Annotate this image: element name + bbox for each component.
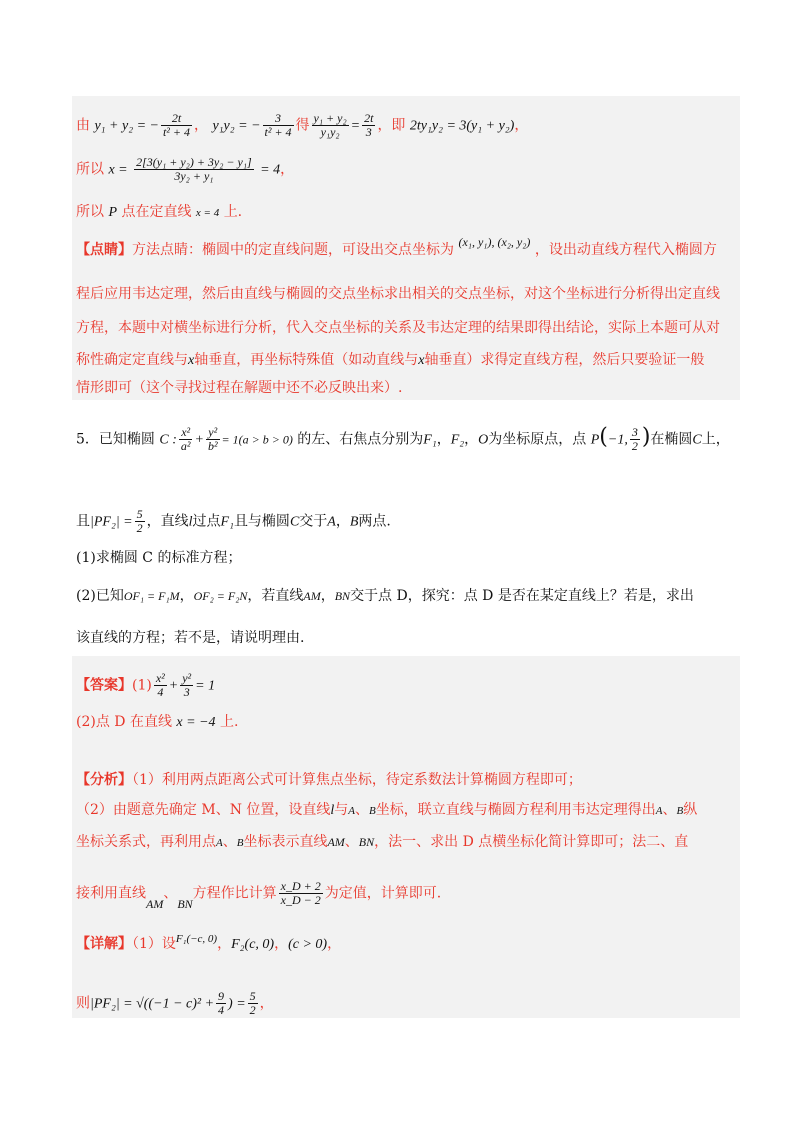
fraction (248, 990, 258, 1017)
denominator: 4 (157, 685, 164, 699)
text: ， (320, 588, 335, 604)
math: + (194, 432, 204, 448)
text: ， (217, 936, 232, 952)
text: ， (464, 431, 479, 448)
text: 过点 (192, 513, 221, 530)
fraction (161, 112, 192, 139)
math: −1, (607, 432, 628, 448)
math: x (188, 353, 195, 368)
fraction (630, 426, 640, 453)
text: 交于点 D，探究：点 D 是否在某定直线上？若是，求出 (350, 588, 694, 604)
denominator: 3 (365, 125, 372, 139)
math: y₁ + y₂ = − (94, 118, 159, 134)
text: ，法一、求出 D 点横坐标化简计算即可；法二、直 (374, 834, 689, 850)
text: 由 (76, 117, 90, 134)
fraction (134, 156, 254, 183)
numerator: 9 (218, 989, 225, 1003)
math: OF₂ = F₂N (193, 589, 248, 603)
text: ，即 (377, 117, 406, 134)
denominator: t² + 4 (162, 125, 190, 139)
text: ， (335, 513, 350, 530)
text: （2）由题意先确定 M、N 位置，设直线 (76, 802, 331, 818)
numerator: 2t (364, 111, 374, 125)
text: ，设出动直线方程代入椭圆方 (534, 242, 717, 258)
text: 接利用直线 (76, 885, 146, 902)
math: F₂(c, 0) (231, 937, 275, 952)
text: ，若直线 (247, 588, 304, 604)
text: 情形即可（这个寻找过程在解题中还不必反映出来）. (76, 380, 403, 396)
problem-5-line-1 (76, 426, 730, 453)
analysis-tag: 【分析】 (76, 772, 132, 788)
numerator: x² (155, 671, 165, 685)
answer-tag: 【答案】 (76, 677, 132, 694)
math: l (188, 514, 193, 530)
answer-line-2 (76, 712, 238, 733)
numerator: x_D + 2 (280, 879, 321, 893)
text: (1)求椭圆 C 的标准方程； (76, 550, 242, 566)
text: (2)点 D 在直线 (76, 714, 172, 730)
math: BN (334, 589, 351, 603)
dianjing-line-1 (76, 235, 717, 260)
math: (x₁, y₁), (x₂, y₂) (458, 235, 531, 249)
problem-5-line-2 (76, 508, 391, 535)
text: ， (194, 117, 208, 134)
solution-line-3 (76, 202, 242, 223)
text: 该直线的方程；若不是，请说明理由. (76, 630, 305, 646)
fraction (279, 880, 323, 907)
numerator: y₁ + y₂ (313, 111, 347, 125)
math: AM (327, 835, 345, 849)
problem-5-question-2 (76, 586, 694, 606)
text: 为坐标原点，点 (488, 431, 587, 448)
math: AM (146, 896, 164, 911)
text: ， (179, 588, 194, 604)
dianjing-line-3 (76, 318, 720, 338)
text: 方程作比计算 (192, 885, 277, 902)
math: F₁ (423, 432, 437, 448)
denominator: 3 (183, 685, 190, 699)
text: （1）设 (132, 936, 176, 952)
numerator: 2t (161, 112, 192, 126)
math: |PF₂| = √((−1 − c)² + (90, 996, 215, 1012)
math: x = 4 (195, 207, 220, 219)
fraction (312, 112, 349, 139)
text: ， (514, 117, 529, 134)
text: 称性确定定直线与 (76, 352, 188, 368)
dianjing-tag: 【点睛】 (76, 242, 132, 258)
text: 方程，本题中对横坐标进行分析，代入交点坐标的关系及韦达定理的结果即得出结论，实际上本题可从对 (76, 320, 720, 336)
text: 与 (334, 802, 349, 818)
math: x = −4 (176, 715, 216, 730)
text: ， (280, 161, 295, 178)
text: ， (327, 936, 342, 952)
math: (c > 0) (288, 937, 328, 952)
text: 得 (295, 117, 310, 134)
text: 轴垂直）求得定直线方程，然后只要验证一般 (424, 352, 705, 368)
text: 、 (222, 834, 237, 850)
text: 点在定直线 (121, 204, 192, 220)
denominator: x_D − 2 (280, 893, 321, 907)
solution-line-2 (76, 156, 294, 183)
analysis-line-1 (76, 770, 582, 790)
math: = (350, 118, 361, 134)
text: 、 (163, 885, 178, 902)
fraction (180, 672, 193, 699)
detail-tag: 【详解】 (76, 936, 132, 952)
math: 2ty₁y₂ = 3(y₁ + y₂) (409, 118, 515, 134)
math: x = (108, 162, 128, 178)
math: B (349, 514, 359, 530)
problem-number: 5．已知椭圆 (76, 431, 155, 448)
numerator: 2[3(y₁ + y₂) + 3y₂ − y₁] (136, 155, 252, 169)
denominator: a² (180, 439, 191, 453)
denominator: 2 (249, 1003, 256, 1017)
fraction (263, 112, 294, 139)
dianjing-line-4 (76, 350, 704, 371)
math: y₁y₂ = − (212, 118, 261, 134)
math: BN (177, 896, 193, 911)
numerator: 3 (263, 112, 294, 126)
fraction (206, 426, 220, 453)
math: = 1(a > b > 0) (221, 432, 293, 447)
text: 所以 (76, 204, 104, 220)
math: C (692, 432, 702, 448)
text: 上. (223, 204, 243, 220)
numerator: 3 (631, 425, 638, 439)
math: OF₁ = F₁M (123, 589, 180, 603)
denominator: y₁y₂ (320, 125, 340, 139)
text: ， (259, 995, 274, 1012)
denominator: b² (207, 439, 218, 453)
text: 的左、右焦点分别为 (297, 431, 424, 448)
math: C : (159, 432, 177, 448)
math: AM (303, 589, 321, 603)
text: 两点. (358, 513, 391, 530)
math: l (330, 803, 335, 818)
analysis-line-3 (76, 832, 688, 853)
math: A (655, 805, 663, 817)
paren-close: ) (641, 424, 651, 450)
text: 轴垂直，再坐标特殊值（如动直线与 (194, 352, 419, 368)
text: 程后应用韦达定理，然后由直线与椭圆的交点坐标求出相关的交点坐标，对这个坐标进行分析得出定直线 (76, 286, 720, 302)
dianjing-line-2 (76, 284, 720, 304)
numerator: 5 (249, 989, 256, 1003)
numerator: 5 (136, 507, 143, 521)
numerator: x² (179, 426, 193, 440)
math: ) = (228, 996, 246, 1012)
analysis-line-4 (76, 879, 442, 911)
text: (1) (132, 677, 152, 694)
text: 、 (344, 834, 359, 850)
math: = 1 (195, 678, 216, 694)
text: 上. (219, 714, 239, 730)
math: B (236, 837, 244, 849)
math: A (216, 837, 223, 849)
paren-open: ( (599, 424, 608, 450)
math: B (676, 805, 684, 817)
math: F₁(−c, 0) (175, 933, 218, 945)
solution-line-1 (76, 112, 528, 139)
detail-line-2 (76, 990, 274, 1017)
math: = 4 (260, 162, 281, 178)
text: 所以 (76, 161, 104, 178)
text: 交于 (299, 513, 328, 530)
text: 则 (76, 995, 90, 1012)
numerator: y² (182, 671, 192, 685)
denominator: 2 (631, 439, 638, 453)
fraction (216, 990, 226, 1017)
text: 在椭圆 (650, 431, 693, 448)
math: C (289, 514, 300, 530)
math: x (418, 353, 425, 368)
problem-5-question-2-cont (76, 628, 304, 648)
text: （1）利用两点距离公式可计算焦点坐标，待定系数法计算椭圆方程即可； (132, 772, 582, 788)
text: 坐标，联立直线与椭圆方程利用韦达定理得出 (375, 802, 656, 818)
detail-line-1 (76, 934, 341, 955)
text: 纵 (683, 802, 698, 818)
fraction (362, 112, 375, 139)
denominator: 3y₂ + y₁ (174, 169, 214, 183)
problem-5-question-1 (76, 548, 241, 568)
text: ，直线 (146, 513, 189, 530)
numerator: y² (206, 426, 220, 440)
text: 、 (662, 802, 677, 818)
math: + (168, 678, 179, 694)
math: A (348, 805, 356, 817)
text: 、 (355, 802, 370, 818)
math: BN (358, 835, 375, 849)
math: |PF₂| = (90, 514, 133, 530)
text: 上， (701, 431, 730, 448)
analysis-line-2 (76, 800, 697, 821)
math: F₁ (220, 514, 234, 530)
math: P (590, 432, 600, 448)
math: B (369, 805, 376, 817)
text: ， (436, 431, 451, 448)
text: 且与椭圆 (233, 513, 290, 530)
fraction (135, 508, 145, 535)
math: A (327, 514, 336, 530)
denominator: 2 (136, 521, 143, 535)
denominator: 4 (218, 1003, 225, 1017)
text: 方法点睛：椭圆中的定直线问题，可设出交点坐标为 (132, 242, 454, 258)
math: O (478, 432, 489, 448)
text: (2)已知 (76, 588, 124, 604)
text: 为定值，计算即可. (324, 885, 442, 902)
text: 坐标表示直线 (243, 834, 328, 850)
denominator: t² + 4 (264, 125, 292, 139)
text: ， (274, 936, 289, 952)
answer-line-1 (76, 672, 215, 699)
text: 且 (76, 513, 90, 530)
fraction (154, 672, 167, 699)
math: P (108, 205, 118, 220)
fraction (179, 426, 193, 453)
dianjing-line-5 (76, 378, 402, 398)
text: 坐标关系式，再利用点 (76, 834, 216, 850)
math: F₂ (450, 432, 465, 448)
